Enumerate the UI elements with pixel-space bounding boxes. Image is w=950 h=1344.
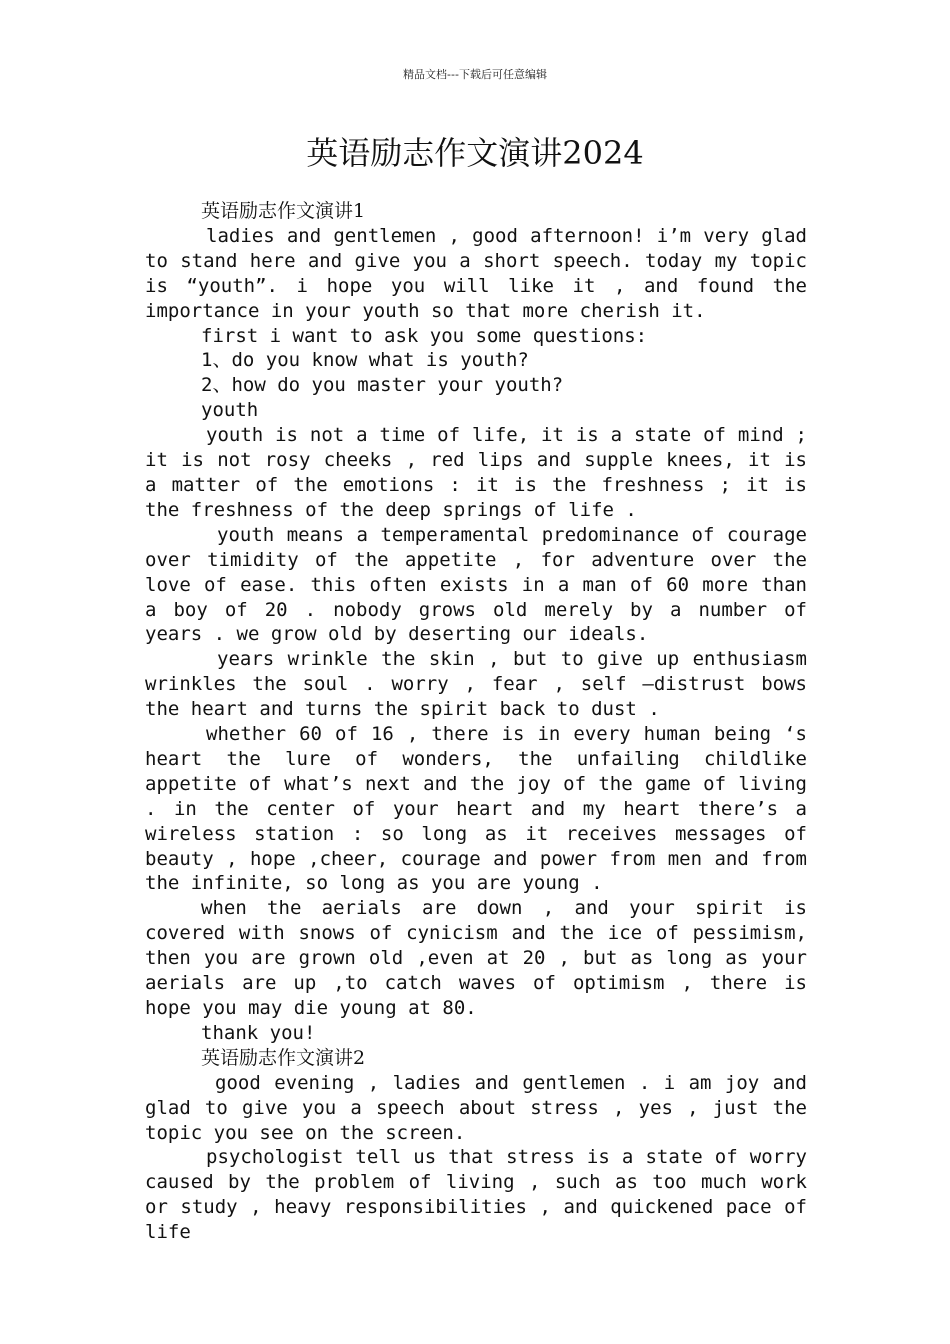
paragraph: ladies and gentlemen , good afternoon! i’m very glad to stand here and give you a short speech. today my topic is “youth”. i hope you will like it , and found the importance in your youth so that more cherish it. <box>145 224 807 322</box>
paragraph: years wrinkle the skin , but to give up enthusiasm wrinkles the soul . worry , fear , self –distrust bows the heart and turns the spirit back to dust . <box>145 648 807 721</box>
document-title: 英语励志作文演讲2024 <box>306 134 644 172</box>
paragraph: psychologist tell us that stress is a state of worry caused by the problem of living , such as too much work or study , heavy responsibilities , and quickened pace of life <box>145 1146 807 1244</box>
paragraph: youth means a temperamental predominance of courage over timidity of the appetite , for adventure over the love of ease. this often exists in a man of 60 more than a boy of 20 . nobody grows old merely by a number of years . we grow old by deserting our ideals. <box>145 523 807 646</box>
page-header-note: 精品文档---下载后可任意编辑 <box>403 68 547 81</box>
paragraph: youth <box>201 399 259 422</box>
paragraph: thank you! <box>201 1021 316 1044</box>
section-heading: 英语励志作文演讲1 <box>201 200 366 222</box>
paragraph: 2、how do you master your youth? <box>201 374 564 397</box>
document-body <box>145 199 807 1245</box>
paragraph: youth is not a time of life, it is a state of mind ; it is not rosy cheeks , red lips and supple knees, it is a matter of the emotions : it is the freshness ; it is the freshness of the deep springs of life . <box>145 424 807 521</box>
paragraph: when the aerials are down , and your spirit is covered with snows of cynicism and the ice of pessimism, then you are grown old ,even at 20 , but as long as your aerials are up ,to catch waves of optimism , there is hope you may die young at 80. <box>145 897 807 1019</box>
paragraph: whether 60 of 16 , there is in every human being ‘s heart the lure of wonders, the unfailing childlike appetite of what’s next and the joy of the game of living . in the center of your heart and my heart there’s a wireless station : so long as it receives messages of beauty , hope ,cheer, courage and power from men and from the infinite, so long as you are young . <box>145 723 807 895</box>
section-heading: 英语励志作文演讲2 <box>201 1046 366 1069</box>
paragraph: first i want to ask you some questions: <box>201 324 648 347</box>
paragraph: good evening , ladies and gentlemen . i am joy and glad to give you a speech about stress , yes , just the topic you see on the screen. <box>145 1071 807 1144</box>
paragraph: 1、do you know what is youth? <box>201 349 529 372</box>
